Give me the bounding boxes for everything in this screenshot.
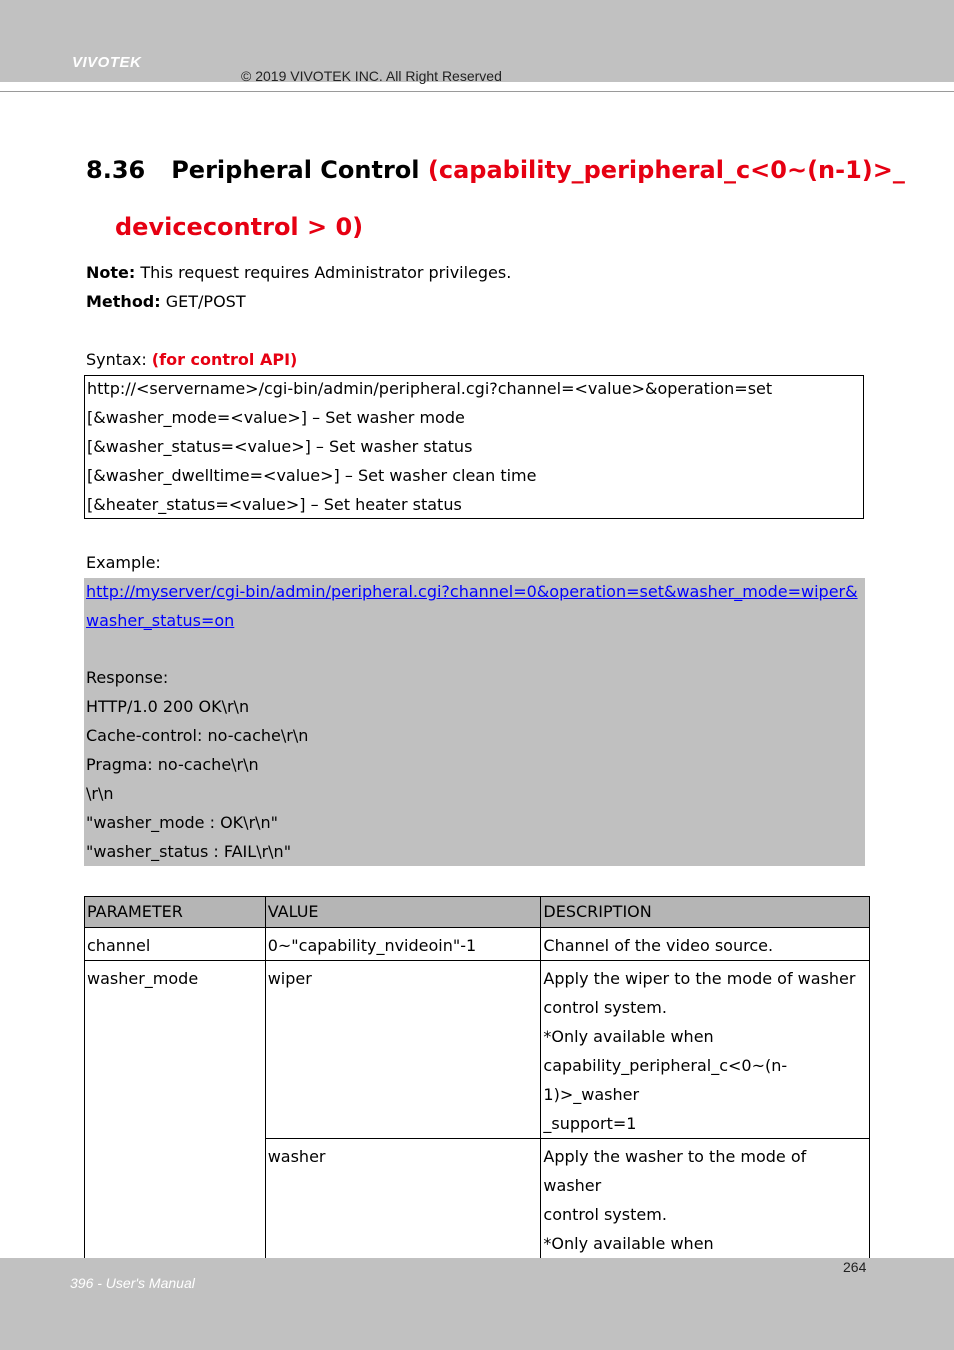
response-line: "washer_mode : OK\r\n" [86,813,279,832]
syntax-qualifier: (for control API) [151,350,298,369]
response-line: \r\n [86,784,114,803]
description-line: _support=1 [543,1114,637,1133]
table-header-row [85,897,870,928]
syntax-line: [&washer_dwelltime=<value>] – Set washer clean time [87,466,537,485]
page-number: 264 [843,1259,867,1275]
response-line: "washer_status : FAIL\r\n" [86,842,292,861]
syntax-line: [&heater_status=<value>] – Set heater status [87,495,462,514]
note-text: This request requires Administrator privileges. [135,263,512,282]
syntax-heading [86,350,297,369]
table-header-cell: PARAMETER [85,897,266,928]
note-line [86,263,511,282]
syntax-box [84,375,864,519]
table-cell-description [541,961,870,1139]
page-footer [0,1258,954,1350]
brand-logo: VIVOTEK [72,54,142,71]
method-text: GET/POST [160,292,246,311]
parameter-table [84,896,870,1317]
method-line [86,292,246,311]
example-box [84,578,865,866]
description-line: *Only available when [543,1027,714,1046]
description-line: Apply the wiper to the mode of washer [543,969,856,988]
manual-label: 396 - User's Manual [70,1275,195,1291]
response-label: Response: [86,668,169,687]
section-title-text: Peripheral Control [171,156,420,184]
response-line: HTTP/1.0 200 OK\r\n [86,697,250,716]
response-line: Pragma: no-cache\r\n [86,755,259,774]
response-line: Cache-control: no-cache\r\n [86,726,309,745]
syntax-line: [&washer_status=<value>] – Set washer status [87,437,473,456]
description-line: Apply the washer to the mode of washer [543,1147,807,1195]
method-label: Method: [86,292,161,311]
description-line: capability_peripheral_c<0~(n-1)>_washer [543,1056,788,1104]
table-cell-value: washer [265,1139,541,1317]
table-header-cell: DESCRIPTION [541,897,870,928]
copyright-text: © 2019 VIVOTEK INC. All Right Reserved [241,68,502,84]
table-cell-value: 0~"capability_nvideoin"-1 [265,928,541,961]
section-capability-continued: devicecontrol > 0) [115,213,364,241]
syntax-line: http://<servername>/cgi-bin/admin/peripheral.cgi?channel=<value>&operation=set [87,379,773,398]
table-row [85,928,870,961]
example-link[interactable]: http://myserver/cgi-bin/admin/peripheral.cgi?channel=0&operation=set&washer_mode=wiper& [86,582,858,601]
page-header [0,0,954,82]
description-line: control system. [543,998,667,1017]
table-row [85,961,870,1139]
example-label: Example: [86,553,161,572]
section-title [86,156,905,184]
table-cell-value: wiper [265,961,541,1139]
syntax-line: [&washer_mode=<value>] – Set washer mode [87,408,465,427]
table-header-cell: VALUE [265,897,541,928]
table-cell-description: Channel of the video source. [541,928,870,961]
note-label: Note: [86,263,136,282]
header-divider [0,91,954,92]
syntax-label: Syntax: [86,350,152,369]
description-line: *Only available when [543,1234,714,1253]
description-line: control system. [543,1205,667,1224]
table-cell-param: channel [85,928,266,961]
section-capability: (capability_peripheral_c<0~(n-1)>_ [427,156,905,184]
section-number: 8.36 [86,156,146,184]
table-cell-param: washer_mode [85,961,266,1317]
example-link-continued[interactable]: washer_status=on [86,611,235,630]
